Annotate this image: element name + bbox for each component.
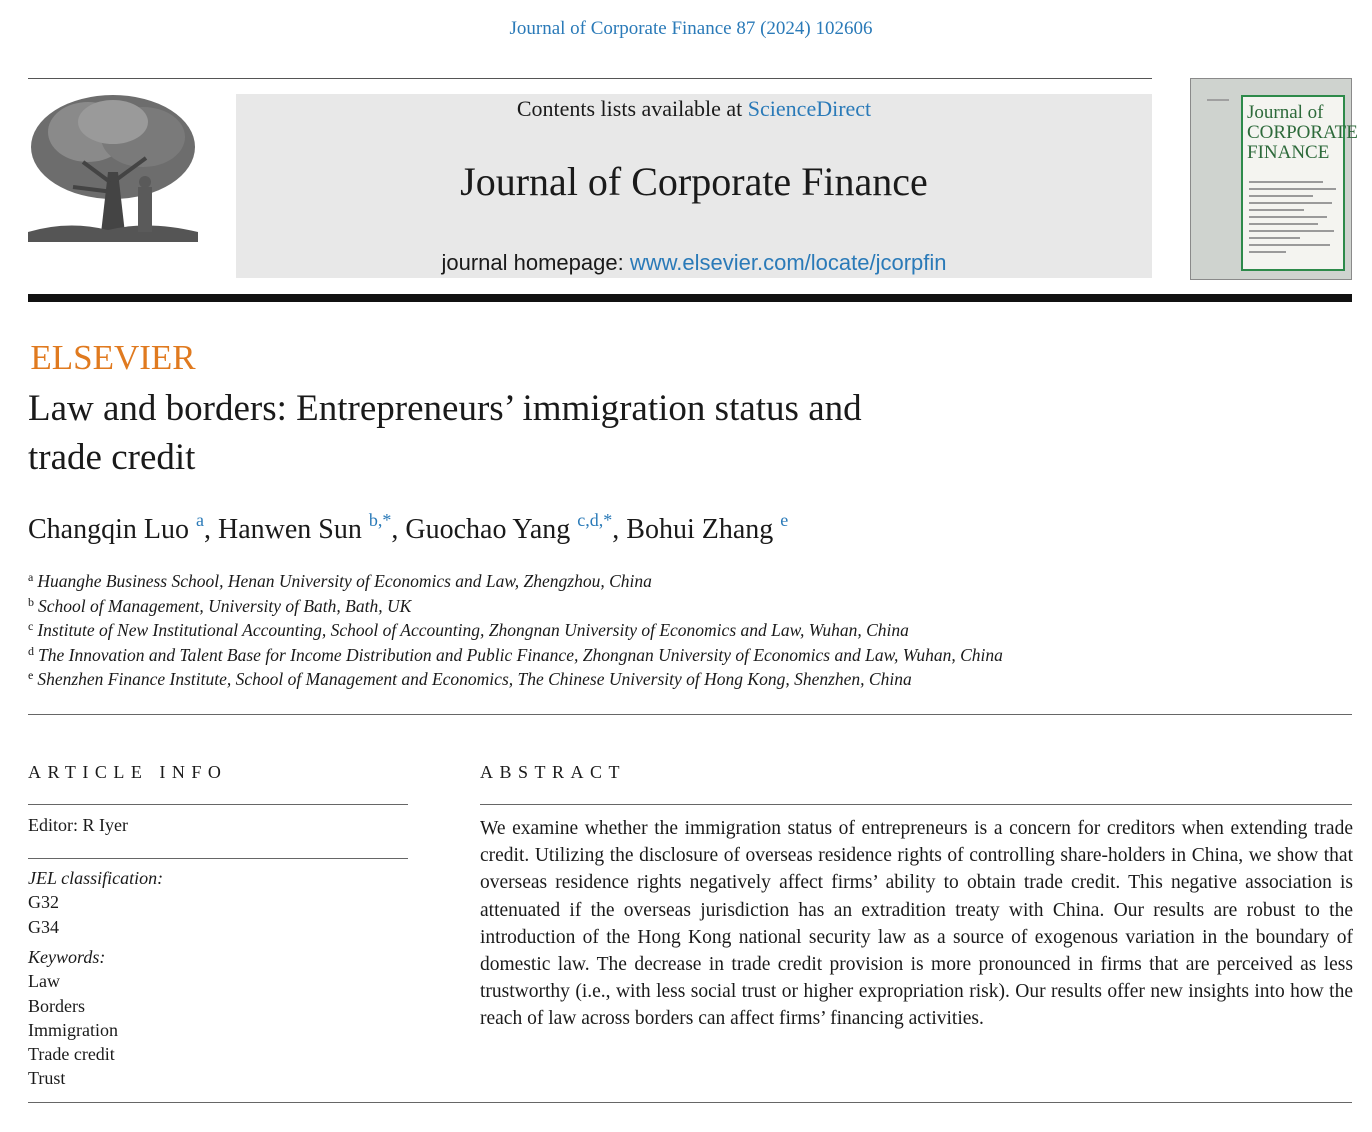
journal-title: Journal of Corporate Finance	[460, 159, 928, 204]
author-affil-mark[interactable]: b,*	[368, 510, 392, 530]
footer-rule	[28, 1102, 1352, 1103]
publisher-name: ELSEVIER	[30, 338, 196, 377]
keyword-item: Borders	[28, 995, 85, 1016]
section-divider	[28, 714, 1352, 715]
journal-citation[interactable]: Journal of Corporate Finance 87 (2024) 102606	[509, 18, 873, 39]
jel-code: G32	[28, 892, 59, 913]
homepage-link[interactable]: www.elsevier.com/locate/jcorpfin	[629, 250, 947, 275]
article-info-rule	[28, 804, 408, 805]
article-info-heading: ARTICLE INFO	[28, 762, 228, 782]
keywords-list	[28, 945, 118, 1091]
author-affil-mark[interactable]: e	[780, 510, 789, 530]
journal-homepage: journal homepage: www.elsevier.com/locate/jcorpfin	[441, 250, 947, 275]
affiliation-item: $^d$ The Innovation and Talent Base for Income Distribution and Public Finance, Zhongnan University of Economics and Law, Wuhan, China	[28, 643, 1003, 665]
cover-badge-icon	[1207, 99, 1229, 101]
author-list: Changqin Luo $^a$, Hanwen Sun $^{b,*}$, Guochao Yang $^{c,d,*}$, Bohui Zhang $^e$	[28, 510, 789, 545]
author-name[interactable]: Hanwen Sun	[218, 514, 362, 545]
journal-cover-thumbnail[interactable]	[1190, 78, 1358, 280]
journal-banner	[236, 94, 1152, 278]
keyword-item: Trust	[28, 1068, 66, 1089]
jel-code: G34	[28, 916, 59, 937]
paper-title: Law and borders: Entrepreneurs’ immigration status and trade credit	[28, 388, 862, 478]
jel-classification	[28, 866, 163, 939]
cover-panel	[1241, 95, 1358, 271]
header-rule	[28, 78, 1152, 79]
abstract-heading: ABSTRACT	[480, 762, 627, 782]
affiliation-item: $^a$ Huanghe Business School, Henan University of Economics and Law, Zhengzhou, China	[28, 570, 652, 591]
affiliation-item: $^e$ Shenzhen Finance Institute, School of Management and Economics, The Chinese University of Hong Kong, Shenzhen, China	[28, 668, 912, 689]
author-affil-mark[interactable]: a	[196, 510, 204, 530]
keyword-item: Trade credit	[28, 1044, 115, 1065]
affiliation-item: $^b$ School of Management, University of Bath, Bath, UK	[28, 594, 412, 616]
cover-contents-lines	[1249, 181, 1341, 258]
author-affil-mark[interactable]: c,d,*	[577, 510, 613, 530]
author-name[interactable]: Guochao Yang	[405, 514, 571, 545]
contents-line: Contents lists available at ScienceDirect	[516, 96, 872, 121]
affiliation-list	[28, 570, 1003, 693]
editor-line: Editor: R Iyer	[28, 815, 128, 835]
editor-rule	[28, 858, 408, 859]
keyword-item: Immigration	[28, 1019, 118, 1040]
author-name[interactable]: Bohui Zhang	[626, 514, 774, 545]
abstract-body: We examine whether the immigration status of entrepreneurs is a concern for creditors when extending trade credit. Utilizing the disclosure of overseas residence rights of controlling share-holders in China, we show that overseas residence rights negatively affect firms’ ability to obtain trade credit. This negative association is attenuated if the overseas jurisdiction has an extradition treaty with China. Our results are robust to the introduction of the Hong Kong national security law as a source of exogenous variation in the boundary of domestic law. The decrease in trade credit provision is more pronounced in firms that are perceived as less trustworthy (i.e., with less social trust or higher expropriation risk). Our results offer new insights into how the reach of law across borders can affect firms’ financing activities.	[480, 818, 1353, 1030]
abstract-rule	[480, 804, 1352, 805]
author-name[interactable]: Changqin Luo	[28, 514, 189, 545]
elsevier-logo	[28, 92, 198, 377]
jel-label: JEL classification:	[28, 868, 164, 888]
header-thick-rule	[28, 294, 1352, 302]
affiliation-item: $^c$ Institute of New Institutional Accounting, School of Accounting, Zhongnan University of Economics and Law, Wuhan, China	[28, 619, 909, 640]
keyword-item: Law	[28, 971, 60, 992]
tree-logo-icon	[28, 92, 198, 242]
sciencedirect-link[interactable]: ScienceDirect	[747, 96, 872, 121]
cover-title: Journal of CORPORATE FINANCE	[1247, 102, 1358, 163]
keywords-label: Keywords:	[28, 947, 106, 967]
